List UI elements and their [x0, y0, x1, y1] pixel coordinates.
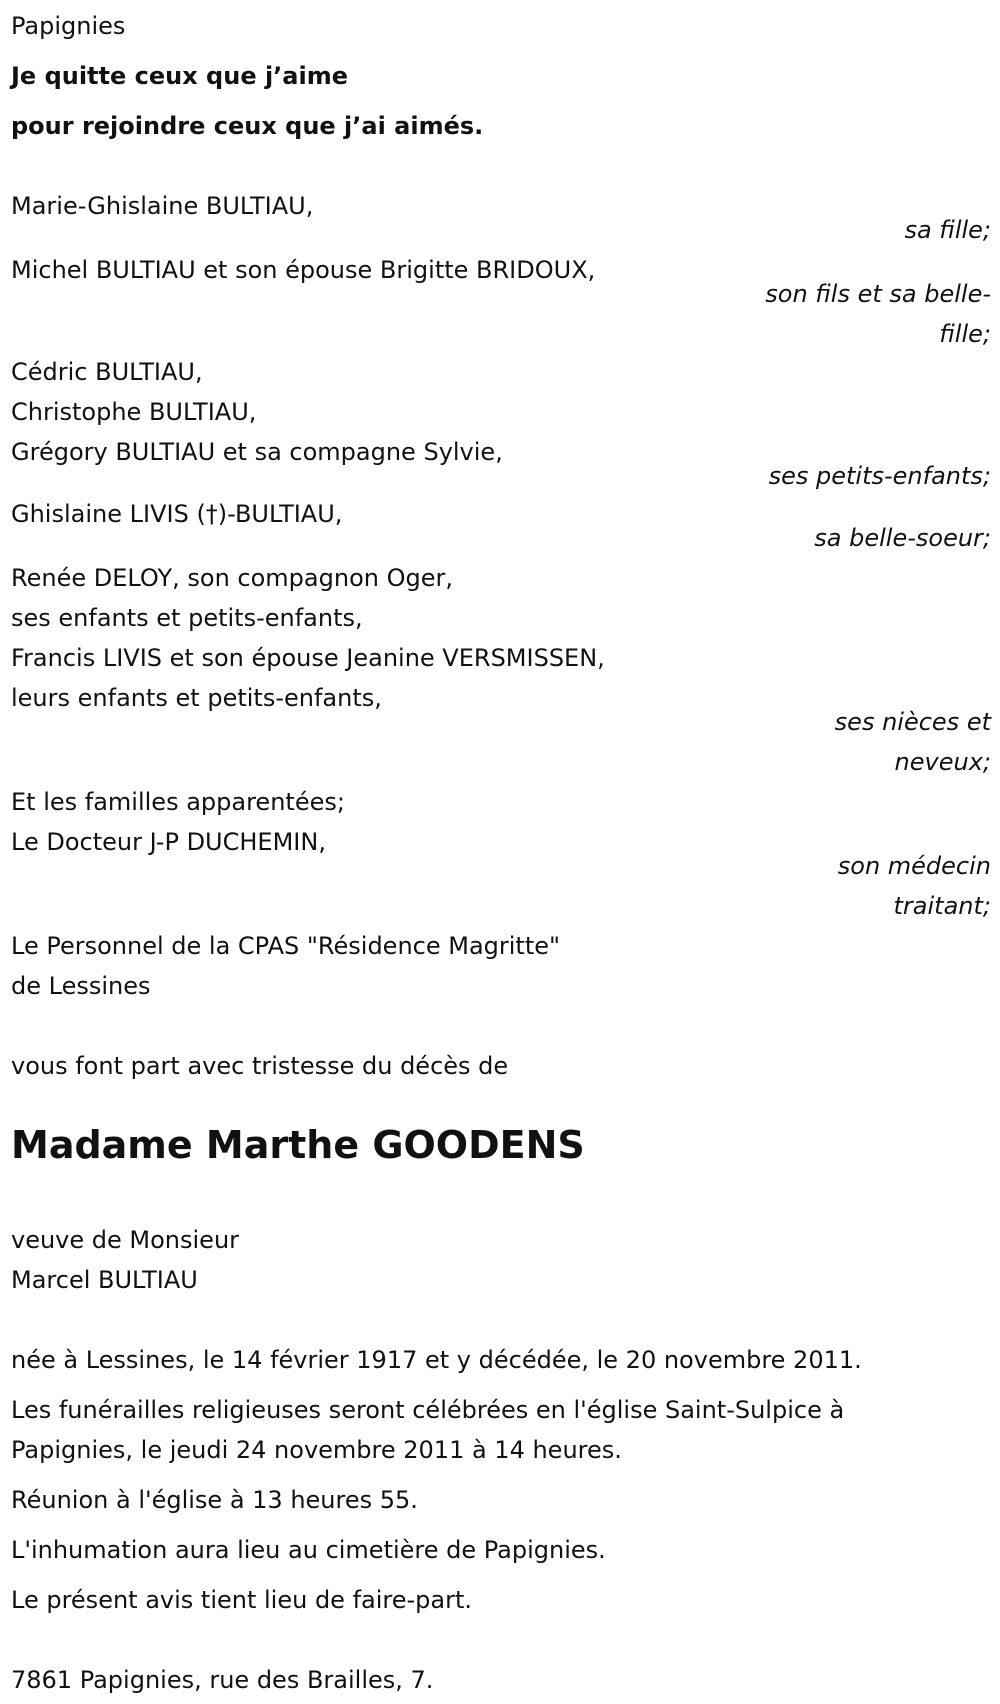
family-name-line: de Lessines [11, 972, 151, 1000]
detail-notice: Le présent avis tient lieu de faire-part. [11, 1586, 473, 1614]
family-group-sister-in-law [11, 494, 342, 534]
announcement-text: vous font part avec tristesse du décès de [11, 1052, 509, 1080]
detail-birth-death: née à Lessines, le 14 février 1917 et y décédée, le 20 novembre 2011. [11, 1346, 862, 1374]
family-name-line: Renée DELOY, son compagnon Oger, [11, 564, 453, 592]
family-name-line: Christophe BULTIAU, [11, 398, 257, 426]
detail-burial: L'inhumation aura lieu au cimetière de Papignies. [11, 1536, 606, 1564]
family-name-line: Francis LIVIS et son épouse Jeanine VERSMISSEN, [11, 644, 605, 672]
quote-line-2: pour rejoindre ceux que j’ai aimés. [11, 112, 484, 140]
deceased-name: Madame Marthe GOODENS [11, 1123, 585, 1167]
family-name-line: leurs enfants et petits-enfants, [11, 684, 382, 712]
role-line: neveux; [894, 748, 991, 776]
family-name-line: Marie-Ghislaine BULTIAU, [11, 192, 314, 220]
role-grandchildren [731, 456, 991, 496]
role-doctor [731, 846, 991, 926]
family-name-line: Le Docteur J-P DUCHEMIN, [11, 828, 326, 856]
family-name-line: Cédric BULTIAU, [11, 358, 203, 386]
family-name-line: Grégory BULTIAU et sa compagne Sylvie, [11, 438, 503, 466]
role-line: ses petits-enfants; [768, 462, 991, 490]
role-line: traitant; [893, 892, 991, 920]
role-nieces-nephews [731, 702, 991, 782]
role-sister-in-law [731, 518, 991, 558]
family-name-line: ses enfants et petits-enfants, [11, 604, 363, 632]
role-line: sa fille; [904, 216, 991, 244]
quote-line-1: Je quitte ceux que j’aime [11, 62, 349, 90]
widow-of [11, 1220, 239, 1300]
place-heading: Papignies [11, 12, 126, 40]
address: 7861 Papignies, rue des Brailles, 7. [11, 1666, 434, 1694]
widow-of-line: veuve de Monsieur [11, 1226, 240, 1254]
family-name-line: Ghislaine LIVIS (†)-BULTIAU, [11, 500, 343, 528]
role-line: sa belle-soeur; [814, 524, 991, 552]
family-name-line: Et les familles apparentées; [11, 788, 345, 816]
family-group-relatives-doctor [11, 782, 345, 862]
role-line: son fils et sa belle- [765, 280, 991, 308]
role-daughter [731, 210, 991, 250]
family-group-staff [11, 926, 560, 1006]
detail-meeting: Réunion à l'église à 13 heures 55. [11, 1486, 418, 1514]
family-group-grandchildren [11, 352, 503, 472]
family-group-daughter [11, 186, 313, 226]
family-name-line: Le Personnel de la CPAS "Résidence Magritte" [11, 932, 561, 960]
detail-funeral: Les funérailles religieuses seront célébrées en l'église Saint-Sulpice à Papignies, le jeudi 24 novembre 2011 à 14 heures. [11, 1396, 845, 1464]
family-group-son [11, 250, 595, 290]
role-line: ses nièces et [834, 708, 991, 736]
role-line: fille; [939, 320, 991, 348]
role-son [731, 274, 991, 354]
widow-of-line: Marcel BULTIAU [11, 1266, 198, 1294]
family-group-nieces-nephews [11, 558, 605, 718]
role-line: son médecin [837, 852, 991, 880]
family-name-line: Michel BULTIAU et son épouse Brigitte BRIDOUX, [11, 256, 596, 284]
